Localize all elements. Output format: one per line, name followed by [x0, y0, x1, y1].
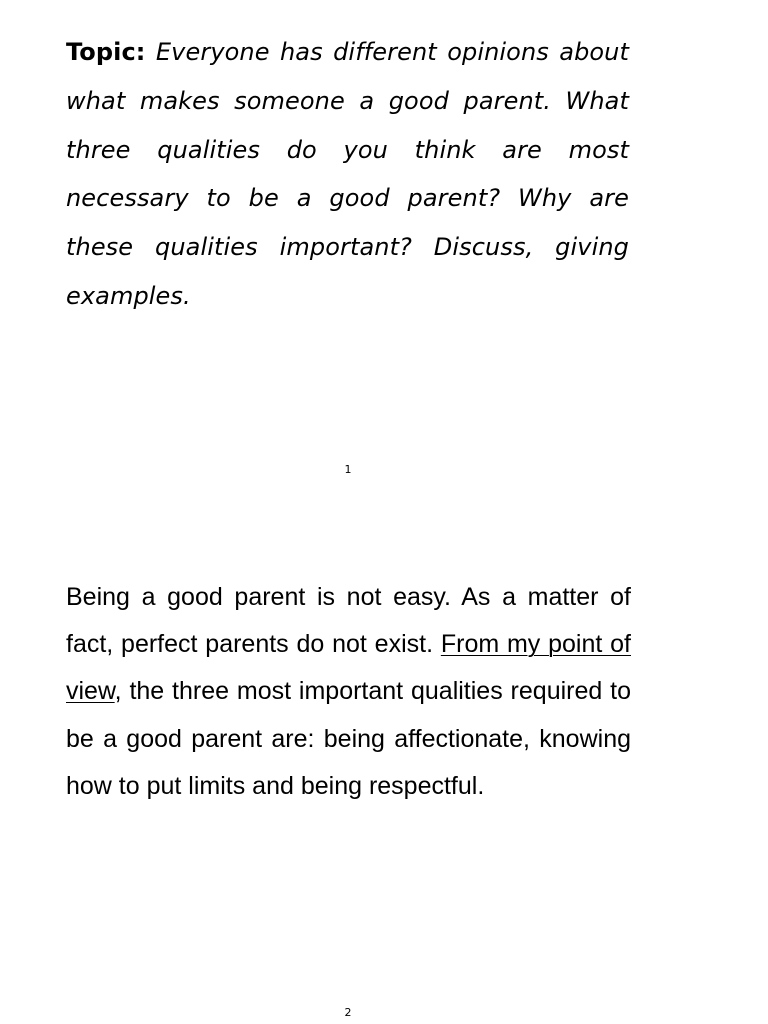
topic-prompt — [66, 28, 629, 321]
page-number: 2 — [344, 1006, 352, 1019]
document-page-2 — [0, 512, 768, 1024]
topic-question: Everyone has different opinions about what makes someone a good parent. What three qualities do you think are most necessary to be a good parent? Why are these qualities important? Discuss, giving examples. — [66, 38, 630, 310]
page-number: 1 — [344, 463, 352, 476]
underlined-phrase: From my point of view — [66, 630, 631, 706]
introduction-paragraph — [66, 574, 631, 810]
topic-label: Topic: — [66, 38, 146, 66]
paragraph-text: Being a good parent is not easy. As a matter of fact, perfect parents do not exist. — [66, 583, 631, 659]
paragraph-text-continued: , the three most important qualities required to be a good parent are: being affectionate, knowing how to put limits and being respectful. — [66, 677, 631, 800]
